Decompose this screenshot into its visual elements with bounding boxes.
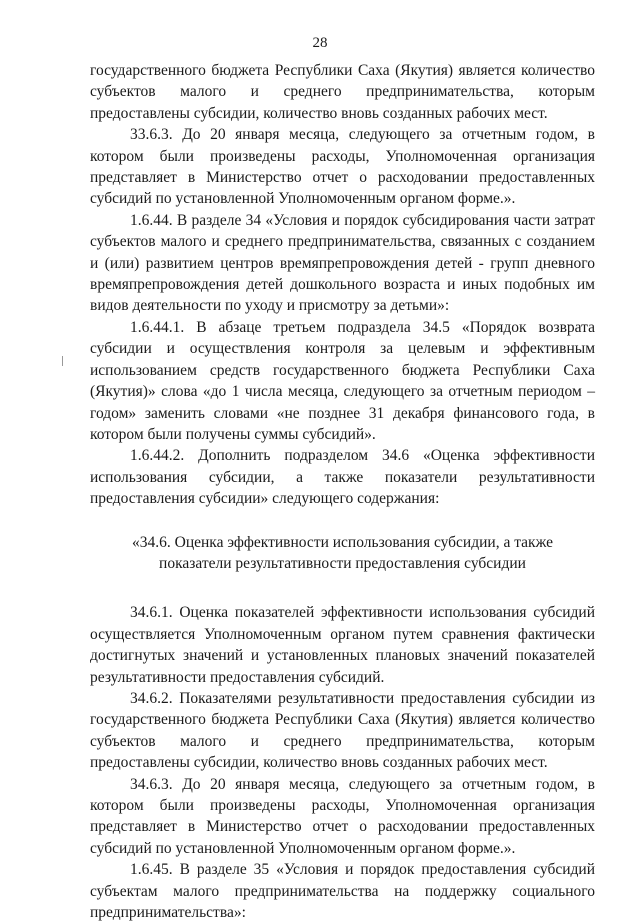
margin-mark (62, 356, 63, 366)
document-body (90, 60, 595, 923)
page-number: 28 (312, 35, 328, 51)
paragraph: 1.6.44.1. В абзаце третьем подраздела 34.5 «Порядок возврата субсидии и осуществления контроля за целевым и эффективным использованием средств государственного бюджета Республики Саха (Якутия)» слова «до 1 числа месяца, следующего за отчетным периодом – годом» заменить словами «не позднее 31 декабря финансового года, в котором были получены суммы субсидий». (90, 318, 595, 443)
section-title: «34.6. Оценка эффективности использования субсидии, а также показатели результативности предоставления субсидии (132, 533, 553, 572)
paragraph: 1.6.45. В разделе 35 «Условия и порядок предоставления субсидий субъектам малого предпринимательства на поддержку социального предпринимательства»: (90, 861, 595, 922)
paragraph: 34.6.2. Показателями результативности предоставления субсидии из государственного бюджета Республики Саха (Якутия) является количество субъектов малого и среднего предпринимательства, которым предоставлены субсидии, количество вновь созданных рабочих мест. (90, 689, 595, 772)
paragraph: государственного бюджета Республики Саха (Якутия) является количество субъектов малого и среднего предпринимательства, которым предоставлены субсидии, количество вновь созданных рабочих мест. (90, 62, 595, 122)
paragraph: 1.6.44. В разделе 34 «Условия и порядок субсидирования части затрат субъектов малого и среднего предпринимательства, связанных с созданием и (или) развитием центров времяпрепровождения детей - групп дневного времяпрепровождения детей дошкольного возраста и иных подобных им видов деятельности по уходу и присмотру за детьми»: (90, 211, 595, 315)
paragraph: 1.6.44.2. Дополнить подразделом 34.6 «Оценка эффективности использования субсидии, а также показатели результативности предоставления субсидии» следующего содержания: (90, 447, 595, 508)
paragraph: 33.6.3. До 20 января месяца, следующего за отчетным годом, в котором были произведены расходы, Уполномоченная организация представляет в Министерство отчет о расходовании предоставленных субсидий по установленной Уполномоченным органом форме.». (90, 126, 595, 208)
paragraph: 34.6.1. Оценка показателей эффективности использования субсидий осуществляется Уполномоченным органом путем сравнения фактически достигнутых значений и установленных плановых значений показателей результативности предоставления субсидий. (90, 604, 595, 686)
paragraph: 34.6.3. До 20 января месяца, следующего за отчетным годом, в котором были произведены расходы, Уполномоченная организация представляет в Министерство отчет о расходовании предоставленных субсидий по установленной Уполномоченным органом форме.». (90, 775, 595, 857)
